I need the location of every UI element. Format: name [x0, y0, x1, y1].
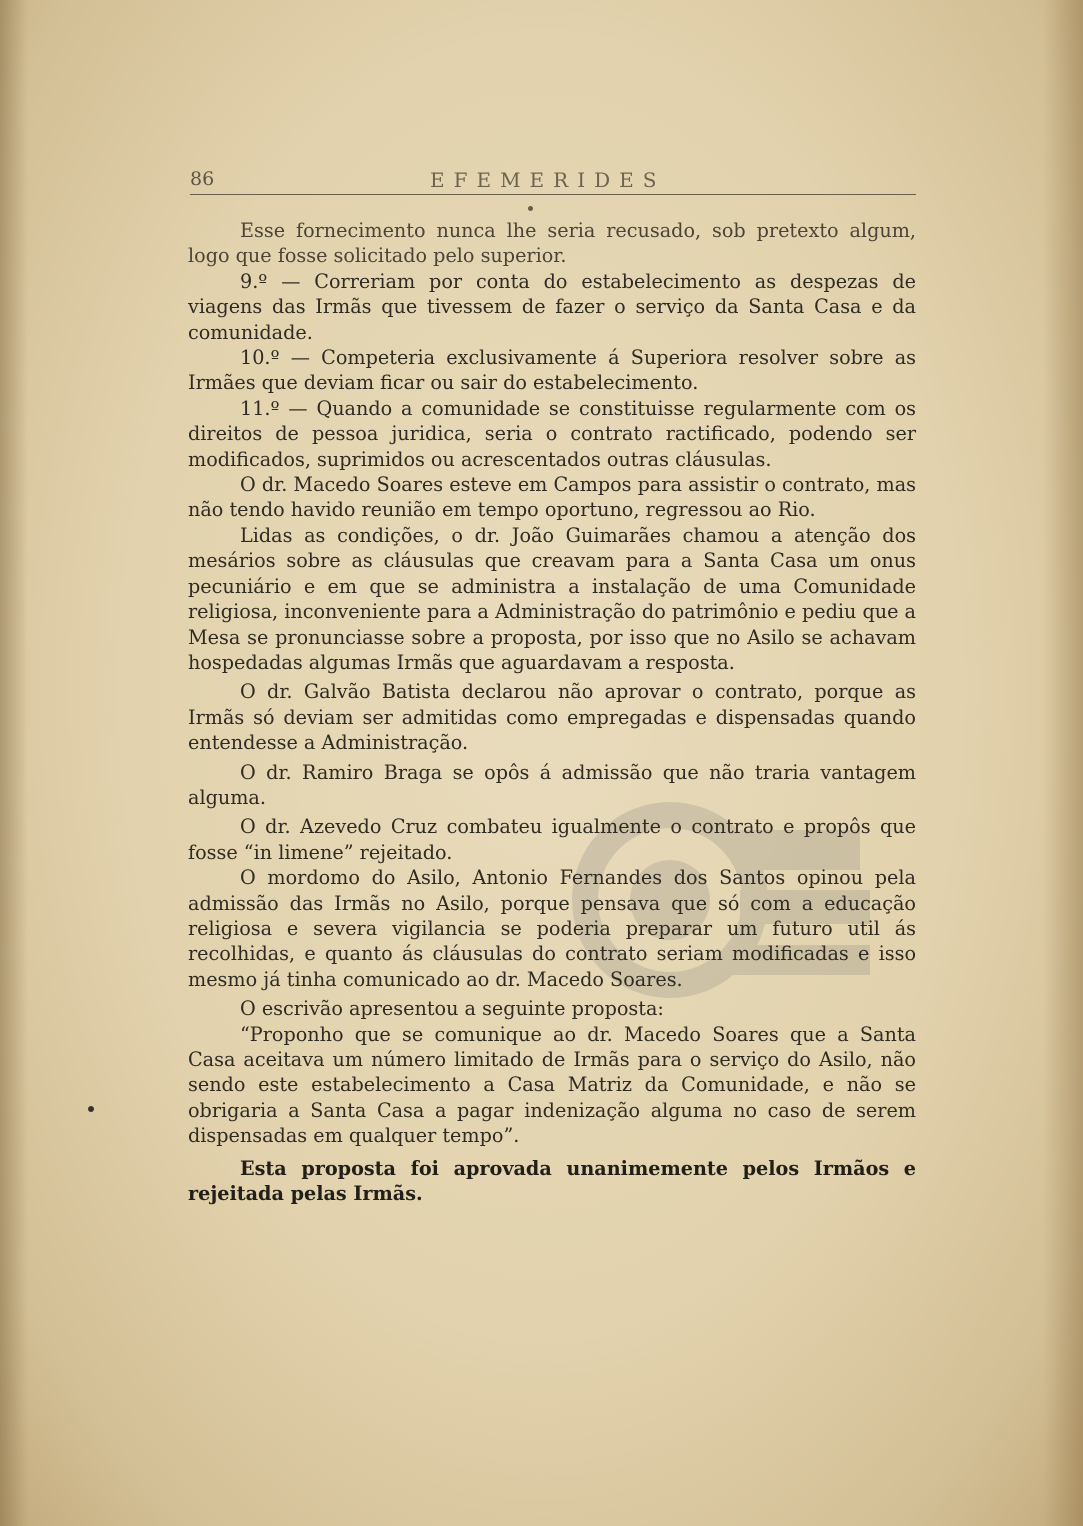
paragraph: O dr. Ramiro Braga se opôs á admissão que não traria vantagem alguma.	[188, 760, 916, 809]
page-number: 86	[190, 168, 215, 190]
paragraph: Lidas as condições, o dr. João Guimarães chamou a atenção dos mesários sobre as cláusulas que creavam para a Santa Casa um onus pecuniário e em que se administra a instalação de uma Comunidade religiosa, inconveniente para a Administração do patrimônio e pediu que a Mesa se pronunciasse sobre a proposta, por isso que no Asilo se achavam hospedadas algumas Irmãs que aguardavam a resposta.	[188, 523, 916, 674]
ink-speck	[88, 1106, 94, 1112]
ink-speck	[528, 206, 533, 211]
paragraph: O mordomo do Asilo, Antonio Fernandes dos Santos opinou pela admissão das Irmãs no Asilo, porque pensava que só com a educação religiosa e severa vigilancia se poderia preparar um futuro util ás recolhidas, e quanto ás cláusulas do contrato seriam modificadas e isso mesmo já tinha comunicado ao dr. Macedo Soares.	[188, 866, 916, 991]
paragraph: 11.º — Quando a comunidade se constituisse regularmente com os direitos de pessoa juridica, seria o contrato ractificado, podendo ser modificados, suprimidos ou acrescentados outras cláusulas.	[188, 396, 916, 471]
running-title: EFEMERIDES	[430, 168, 666, 192]
paragraph: Esta proposta foi aprovada unanimemente pelos Irmãos e rejeitada pelas Irmãs.	[188, 1156, 916, 1206]
paragraph: O dr. Galvão Batista declarou não aprovar o contrato, porque as Irmãs só deviam ser admitidas como empregadas e dispensadas quando entendesse a Administração.	[188, 680, 916, 755]
header-rule	[190, 194, 916, 195]
paragraph: 9.º — Correriam por conta do estabelecimento as despezas de viagens das Irmãs que tivessem de fazer o serviço da Santa Casa e da comunidade.	[188, 269, 916, 344]
paragraph: O dr. Azevedo Cruz combateu igualmente o contrato e propôs que fosse “in limene” rejeitado.	[188, 815, 916, 864]
paragraph: 10.º — Competeria exclusivamente á Superiora resolver sobre as Irmães que deviam ficar ou sair do estabelecimento.	[188, 346, 916, 395]
page-header	[190, 166, 916, 194]
paragraph: O dr. Macedo Soares esteve em Campos para assistir o contrato, mas não tendo havido reunião em tempo oportuno, regressou ao Rio.	[188, 473, 916, 522]
paragraph: “Proponho que se comunique ao dr. Macedo Soares que a Santa Casa aceitava um número limitado de Irmãs para o serviço do Asilo, não sendo este estabelecimento a Casa Matriz da Comunidade, e não se obrigaria a Santa Casa a pagar indenização alguma no caso de serem dispensadas em qualquer tempo”.	[188, 1022, 916, 1148]
paragraph: Esse fornecimento nunca lhe seria recusado, sob pretexto algum, logo que fosse solicitado pelo superior.	[188, 219, 916, 268]
paragraph: O escrivão apresentou a seguinte proposta:	[240, 997, 664, 1021]
body-text	[188, 218, 916, 1206]
